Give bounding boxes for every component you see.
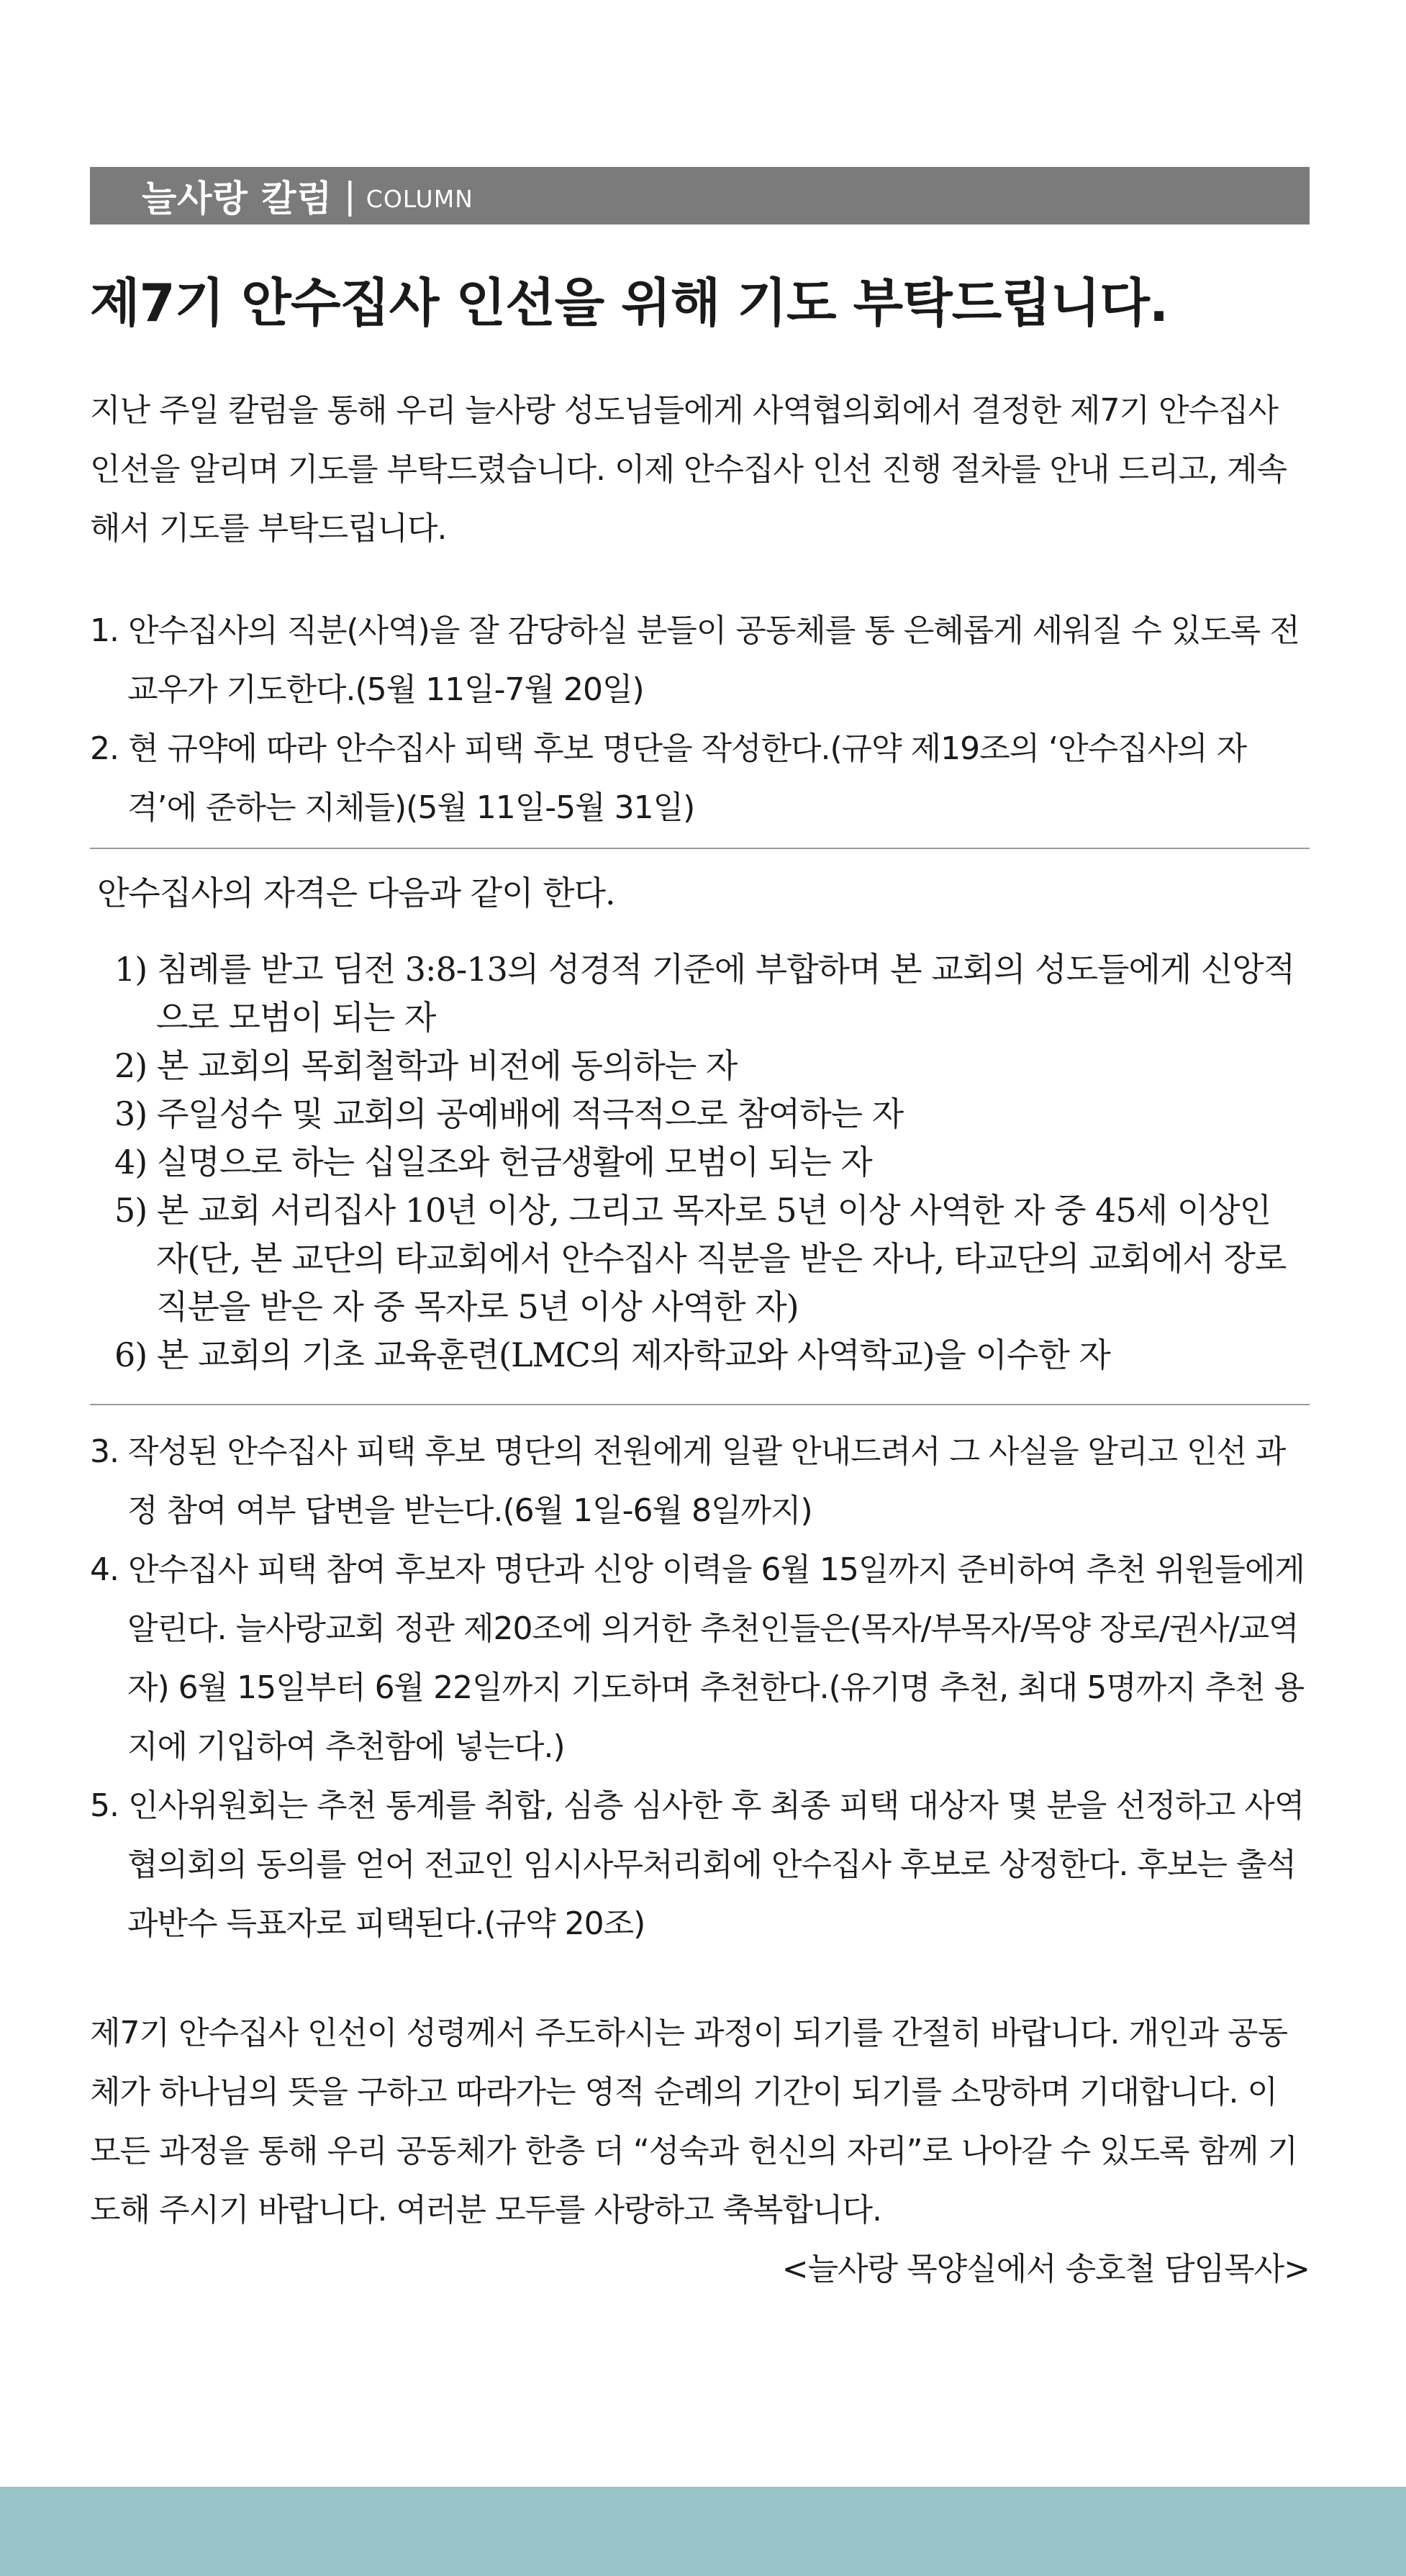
qualifications-list bbox=[97, 945, 1310, 1379]
intro-paragraph: 지난 주일 칼럼을 통해 우리 늘사랑 성도님들에게 사역협의회에서 결정한 제7기 안수집사 인선을 알리며 기도를 부탁드렸습니다. 이제 안수집사 인선 진행 절차를 안내 드리고, 계속해서 기도를 부탁드립니다. bbox=[90, 392, 1287, 548]
qualifications-title: 안수집사의 자격은 다음과 같이 한다. bbox=[97, 874, 615, 913]
signature: <늘사랑 목양실에서 송호철 담임목사> bbox=[781, 2251, 1310, 2288]
column-banner bbox=[90, 167, 1310, 225]
banner-separator: | bbox=[343, 175, 356, 217]
qualification-item: 2) 본 교회의 목회철학과 비전에 동의하는 자 bbox=[114, 1046, 738, 1086]
procedure-step: 3. 작성된 안수집사 피택 후보 명단의 전원에게 일괄 안내드려서 그 사실을 알리고 인선 과정 참여 여부 답변을 받는다.(6월 1일-6월 8일까지) bbox=[90, 1433, 1286, 1530]
qualification-item: 1) 침례를 받고 딤전 3:8-13의 성경적 기준에 부합하며 본 교회의 성도들에게 신앙적으로 모범이 되는 자 bbox=[114, 950, 1295, 1038]
qualification-item: 3) 주일성수 및 교회의 공예배에 적극적으로 참여하는 자 bbox=[114, 1094, 904, 1134]
banner-subtitle: COLUMN bbox=[366, 184, 473, 213]
closing-paragraph: 제7기 안수집사 인선이 성령께서 주도하시는 과정이 되기를 간절히 바랍니다. 개인과 공동체가 하나님의 뜻을 구하고 따라가는 영적 순례의 기간이 되기를 소망하며 기대합니다. 이 모든 과정을 통해 우리 공동체가 한층 더 “성숙과 헌신의 자리”로 나아갈 수 있도록 함께 기도해 주시기 바랍니다. 여러분 모두를 사랑하고 축복합니다. bbox=[90, 2015, 1298, 2229]
qualification-item: 6) 본 교회의 기초 교육훈련(LMC의 제자학교와 사역학교)을 이수한 자 bbox=[114, 1335, 1110, 1375]
banner-title: 늘사랑 칼럼 bbox=[142, 178, 332, 219]
qualification-item: 5) 본 교회 서리집사 10년 이상, 그리고 목자로 5년 이상 사역한 자 중 45세 이상인 자(단, 본 교단의 타교회에서 안수집사 직분을 받은 자나, 타교단의 교회에서 장로 직분을 받은 자 중 목자로 5년 이상 사역한 자) bbox=[114, 1191, 1287, 1327]
procedure-step: 2. 현 규약에 따라 안수집사 피택 후보 명단을 작성한다.(규약 제19조의 ‘안수집사의 자격’에 준하는 지체들)(5월 11일-5월 31일) bbox=[90, 730, 1247, 827]
divider-bottom bbox=[90, 1404, 1310, 1405]
procedure-step: 1. 안수집사의 직분(사역)을 잘 감당하실 분들이 공동체를 통 은혜롭게 세워질 수 있도록 전교우가 기도한다.(5월 11일-7월 20일) bbox=[90, 612, 1300, 709]
column-headline: 제7기 안수집사 인선을 위해 기도 부탁드립니다. bbox=[90, 273, 1169, 333]
qualification-item: 4) 실명으로 하는 십일조와 헌금생활에 모범이 되는 자 bbox=[114, 1143, 872, 1182]
qualifications-box bbox=[90, 849, 1310, 1394]
column-page bbox=[90, 167, 1310, 2299]
procedure-steps-a bbox=[90, 602, 1310, 838]
procedure-step: 4. 안수집사 피택 참여 후보자 명단과 신앙 이력을 6월 15일까지 준비하여 추천 위원들에게 알린다. 늘사랑교회 정관 제20조에 의거한 추천인들은(목자/부목자/목양 장로/권사/교역자) 6월 15일부터 6월 22일까지 기도하며 추천한다.(유기명 추천, 최대 5명까지 추천 용지에 기입하여 추천함에 넣는다.) bbox=[90, 1551, 1305, 1766]
procedure-steps-b bbox=[90, 1423, 1310, 1954]
footer-band bbox=[0, 2487, 1406, 2576]
procedure-step: 5. 인사위원회는 추천 통계를 취합, 심층 심사한 후 최종 피택 대상자 몇 분을 선정하고 사역협의회의 동의를 얻어 전교인 임시사무처리회에 안수집사 후보로 상정한다. 후보는 출석 과반수 득표자로 피택된다.(규약 20조) bbox=[90, 1787, 1305, 1943]
